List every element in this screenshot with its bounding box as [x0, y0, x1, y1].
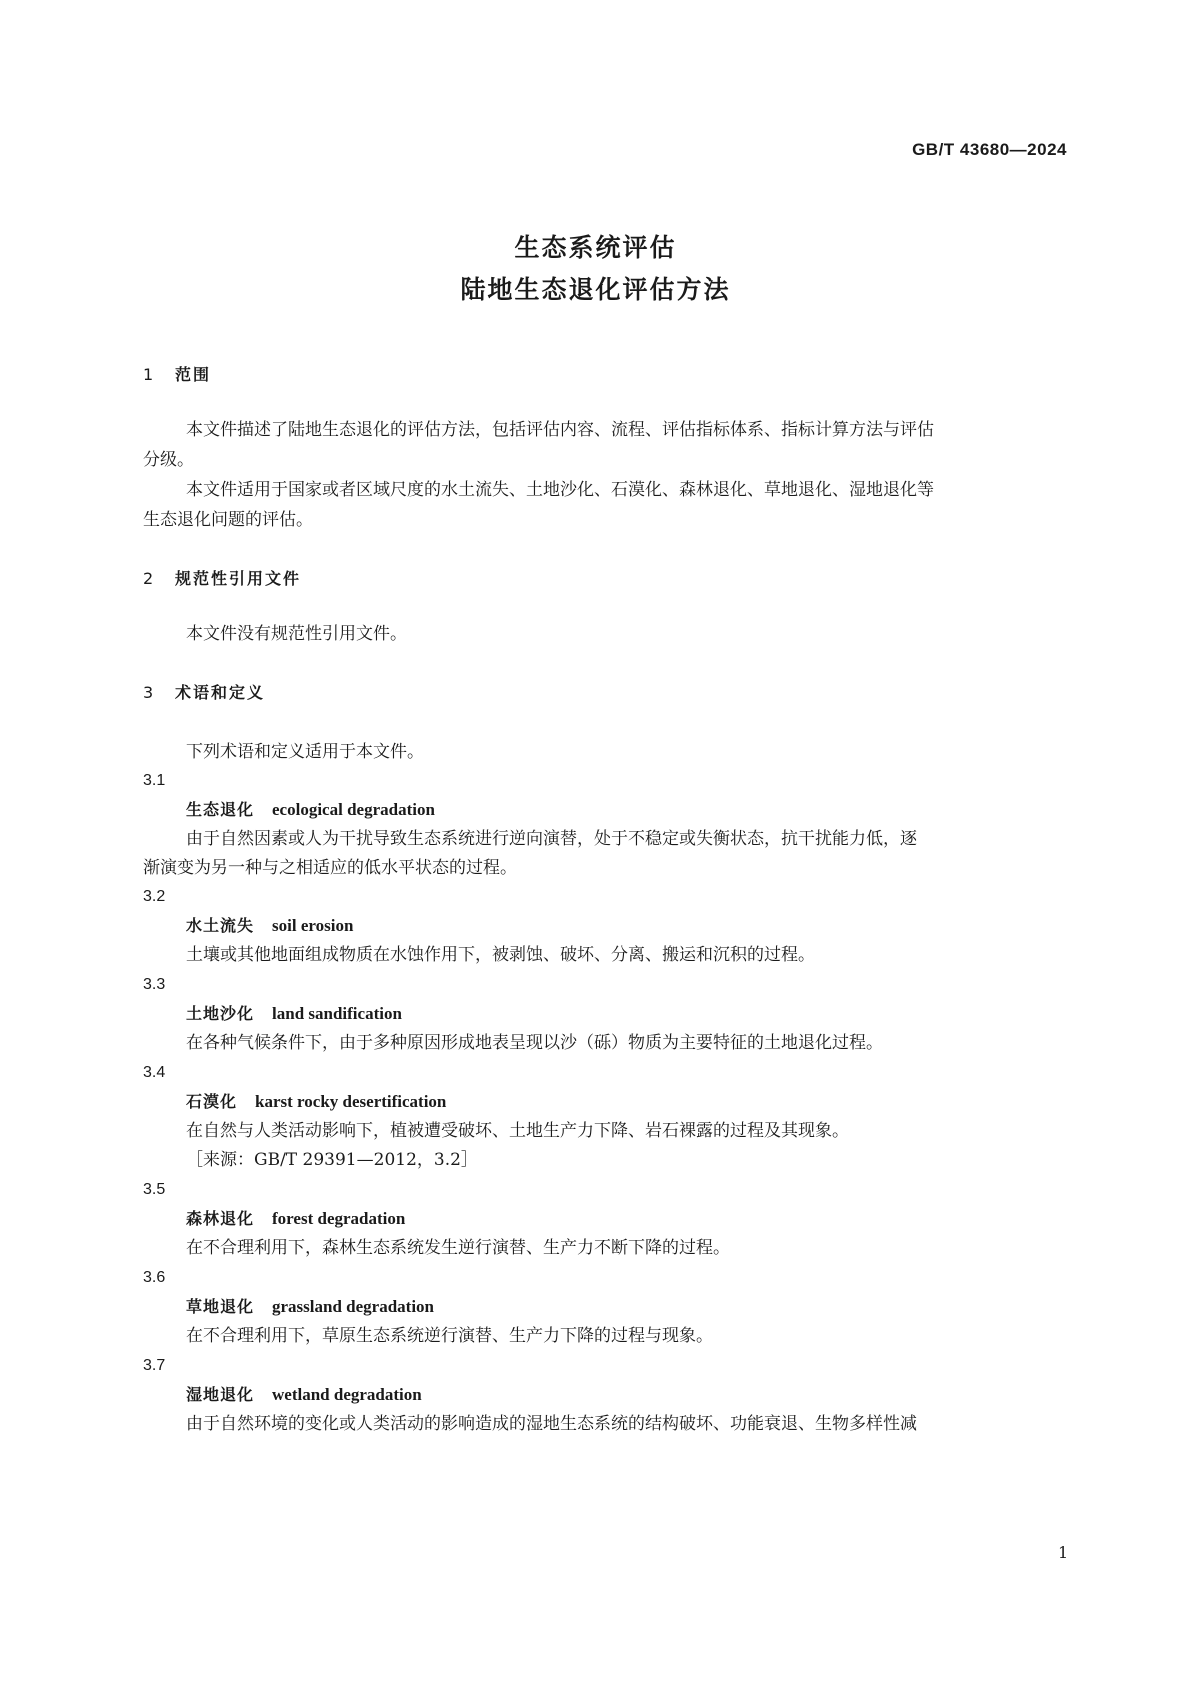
term-en: wetland degradation	[272, 1385, 422, 1404]
term-zh: 水土流失	[186, 916, 255, 935]
term-definition: 渐演变为另一种与之相适应的低水平状态的过程。	[143, 858, 517, 878]
term-entry	[186, 796, 435, 824]
term-en: ecological degradation	[272, 800, 435, 819]
term-entry	[186, 912, 353, 940]
section-2-p1: 本文件没有规范性引用文件。	[186, 624, 407, 644]
section-1-heading	[143, 362, 211, 385]
term-zh: 草地退化	[186, 1297, 255, 1316]
term-en: forest degradation	[272, 1209, 406, 1228]
term-en: soil erosion	[272, 916, 354, 935]
clause-number: 3.5	[143, 1181, 166, 1198]
standard-code: GB/T 43680—2024	[912, 140, 1067, 159]
section-number: 1	[143, 365, 156, 384]
section-1-p2-line2: 生态退化问题的评估。	[143, 510, 313, 530]
term-entry	[186, 1205, 405, 1233]
section-3-heading	[143, 680, 265, 703]
term-definition: 在不合理利用下，草原生态系统逆行演替、生产力下降的过程与现象。	[186, 1326, 713, 1346]
section-title: 范围	[175, 365, 212, 384]
term-definition: 由于自然因素或人为干扰导致生态系统进行逆向演替，处于不稳定或失衡状态，抗干扰能力低，逐	[186, 829, 917, 849]
term-zh: 森林退化	[186, 1209, 255, 1228]
document-title-line2: 陆地生态退化评估方法	[460, 275, 731, 304]
clause-number: 3.2	[143, 888, 166, 905]
term-source: ［来源：GB/T 29391—2012，3.2］	[186, 1150, 478, 1170]
clause-number: 3.1	[143, 772, 166, 789]
section-1-p2-line1: 本文件适用于国家或者区域尺度的水土流失、土地沙化、石漠化、森林退化、草地退化、湿地退化等	[186, 480, 934, 500]
term-zh: 湿地退化	[186, 1385, 255, 1404]
term-entry	[186, 1088, 446, 1116]
page-number: 1	[1058, 1543, 1069, 1562]
section-3-intro: 下列术语和定义适用于本文件。	[186, 742, 424, 762]
term-definition: 在不合理利用下，森林生态系统发生逆行演替、生产力不断下降的过程。	[186, 1238, 730, 1258]
section-number: 2	[143, 569, 156, 588]
clause-number: 3.7	[143, 1357, 166, 1374]
term-entry	[186, 1293, 434, 1321]
term-entry	[186, 1381, 422, 1409]
section-1-p1-line1: 本文件描述了陆地生态退化的评估方法，包括评估内容、流程、评估指标体系、指标计算方法与评估	[186, 420, 934, 440]
term-definition: 土壤或其他地面组成物质在水蚀作用下，被剥蚀、破坏、分离、搬运和沉积的过程。	[186, 945, 815, 965]
section-2-heading	[143, 566, 301, 589]
clause-number: 3.3	[143, 976, 166, 993]
term-definition: 在自然与人类活动影响下，植被遭受破坏、土地生产力下降、岩石裸露的过程及其现象。	[186, 1121, 849, 1141]
section-1-p1-line2: 分级。	[143, 450, 194, 470]
term-definition: 由于自然环境的变化或人类活动的影响造成的湿地生态系统的结构破坏、功能衰退、生物多样性减	[186, 1414, 917, 1434]
term-en: grassland degradation	[272, 1297, 435, 1316]
document-title-line1: 生态系统评估	[514, 233, 677, 262]
section-title: 规范性引用文件	[175, 569, 302, 588]
term-zh: 土地沙化	[186, 1004, 255, 1023]
term-definition: 在各种气候条件下，由于多种原因形成地表呈现以沙（砾）物质为主要特征的土地退化过程。	[186, 1033, 883, 1053]
term-entry	[186, 1000, 402, 1028]
term-en: karst rocky desertification	[255, 1092, 447, 1111]
term-zh: 石漠化	[186, 1092, 238, 1111]
clause-number: 3.4	[143, 1064, 166, 1081]
clause-number: 3.6	[143, 1269, 166, 1286]
section-title: 术语和定义	[175, 683, 266, 702]
section-number: 3	[143, 683, 156, 702]
term-en: land sandification	[272, 1004, 402, 1023]
term-zh: 生态退化	[186, 800, 255, 819]
